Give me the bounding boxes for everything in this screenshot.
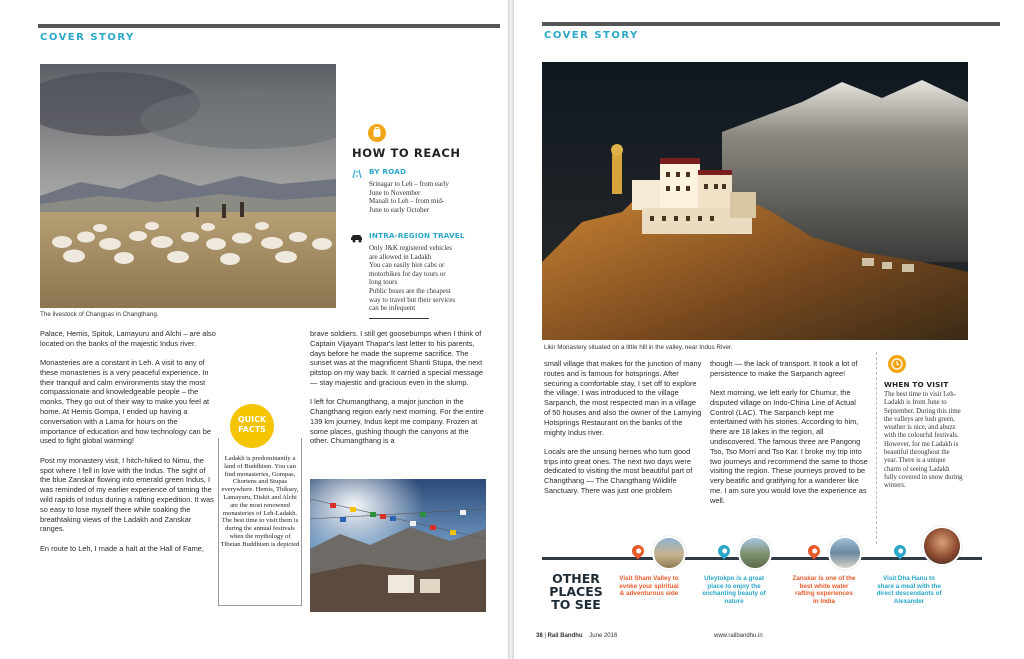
- intra-region-line: can be infequent: [369, 304, 416, 313]
- backpack-icon: [368, 124, 386, 142]
- intra-region-list: [369, 244, 508, 313]
- footer-left: 38 | Rail Bandhu June 2016: [536, 633, 618, 639]
- how-to-reach-icon: [368, 124, 386, 142]
- livestock-photo: [40, 64, 336, 308]
- how-to-reach-divider: [369, 318, 429, 319]
- by-road-line: June to early October: [369, 205, 430, 214]
- paragraph: small village that makes for the junction of many routes and is famous for hotsprings. After securing a comfortable stay, I set off to explore the village. I was introduced to the village Sarpanch, the most respected man in a village of 50 houses and also the owner of the Lamying Hotsprings Restaurant on the banks of the mighty Indus river.: [544, 359, 702, 437]
- top-rule: [38, 24, 500, 28]
- quick-facts-text: Ladakh is predominantly a land of Buddhism. You can find monasteries, Gompas, Chortens and Stupas everywhere. Hemis, Thiksey, Lamayuru, Diskit and Alchi are the most renowned monasteries of Leh-Ladakh. The best time to visit them is during the annual festivals when the mythology of Tibetan Buddhism is depicted: [220, 455, 300, 548]
- zanskar-photo: [828, 536, 862, 570]
- prayer-flags-photo: [310, 479, 486, 612]
- clock-icon: [888, 355, 906, 373]
- article-column-2: [710, 359, 868, 515]
- when-to-visit-badge: [888, 355, 906, 373]
- by-road-list: [369, 180, 508, 214]
- when-to-visit-text: The best time to visit Leh-Ladakh is from June to September. During this time the valleys are lush green, weather is nice, and abuzz with the colourful festivals. However, for me Ladakh is beautiful throughout the year. There is a unique charm of seeing Ladakh fully covered in snow during winters.: [884, 391, 963, 490]
- paragraph: Palace, Hemis, Spituk, Lamayuru and Alchi – are also located on the banks of the majestic Indus river.: [40, 329, 216, 348]
- by-road-line: Manali to Leh – from mid-: [369, 197, 445, 206]
- paragraph: brave soldiers. I still get goosebumps when I think of Captain Vijayant Thapar's last letter to his parents, days before he made the supreme sacrifice. The sunset was at the magnificent Shanti Stupa, the next pitstop on my way back. It carried a special message — stay majestic and gracious even in the slump.: [310, 329, 483, 387]
- other-places-title-line: PLACES: [549, 584, 603, 599]
- intra-region-line: are allowed in Ladakh: [369, 252, 432, 261]
- paragraph: Monasteries are a constant in Leh. A visit to any of these monasteries is a very peaceful experience. In their tranquil and calm environments stay the most compassionate and knowledgeable people – the monks. They go out of their way to make you feel at home. At Hemis Gompa, I ended up having a conversation with a Lama for hours on the importance of education and how technology can be used to fight global warming!: [40, 358, 211, 446]
- quick-facts-badge-line: FACTS: [238, 425, 266, 434]
- article-column-3: [310, 329, 486, 456]
- paragraph: Locals are the unsung heroes who turn good trips into great ones. The next two days were dedicated to visiting the most beautiful part of Changthang — The Changthang Wildlife Sanctuary. There was just one problem: [544, 446, 693, 496]
- road-icon: [352, 166, 362, 176]
- by-road-line: June to November: [369, 188, 421, 197]
- other-places-title-line: OTHER: [552, 571, 600, 586]
- page-number: 38: [536, 633, 543, 639]
- footer-website: www.railbandhu.in: [714, 633, 763, 639]
- paragraph: En route to Leh, I made a halt at the Hall of Fame,: [40, 543, 204, 553]
- intra-region-line: Only J&K registered vehicles: [369, 244, 453, 252]
- dha-hanu-photo: [922, 526, 962, 566]
- section-label: COVER STORY: [544, 30, 639, 41]
- livestock-photo-graphic: [40, 64, 336, 308]
- intra-region-line: You can easily hire cabs or: [369, 261, 445, 270]
- right-page: [514, 0, 1024, 659]
- other-places-title: [546, 572, 606, 611]
- other-places-title-line: TO SEE: [551, 597, 601, 612]
- left-page: [0, 0, 508, 659]
- magazine-name: Rail Bandhu: [547, 633, 583, 639]
- issue-date: June 2016: [589, 633, 618, 639]
- sham-valley-photo: [652, 536, 686, 570]
- intra-region-line: long tours: [369, 278, 398, 287]
- by-road-heading: BY ROAD: [369, 167, 407, 176]
- likir-monastery-photo: [542, 62, 968, 340]
- place-dha-hanu: Visit Dha Hanu to share a meal with the direct descendants of Alexander: [876, 575, 942, 605]
- when-to-visit-heading: WHEN TO VISIT: [884, 380, 949, 389]
- intra-region-line: way to travel but their services: [369, 295, 456, 304]
- place-uleytokpo: Uleytokpo is a great place to enjoy the enchanting beauty of nature: [702, 575, 766, 605]
- section-label: COVER STORY: [40, 32, 135, 43]
- article-column-1: [544, 359, 704, 505]
- likir-monastery-graphic: [542, 62, 968, 340]
- likir-photo-caption: Likir Monastery situated on a little hill in the valley, near Indus River.: [544, 344, 733, 351]
- article-column-1: [40, 329, 216, 563]
- by-road-line: Srinagar to Leh – from early: [369, 180, 449, 188]
- quick-facts-badge-line: QUICK: [237, 415, 267, 424]
- paragraph: Next morning, we left early for Chumur, the disputed village on Indo-China Line of Actual Control (LAC). The Sarpanch kept me entertained with his stories. According to him, there are 18 lakes in the region, all undiscovered. The famous three are Pangong Tso, Tso Morri and Tso Kar. I broke my trip into two journeys and recommend the same to those visiting the region. These journeys proved to be very beatific and gratifying for a wanderer like me. I am sure you would love the experience as well.: [710, 388, 868, 505]
- intra-region-line: motorbikes for day tours or: [369, 269, 446, 278]
- intra-region-line: Public buses are the cheapest: [369, 286, 451, 295]
- livestock-photo-caption: The livestock of Changpas in Changthang.: [40, 311, 159, 318]
- quick-facts-badge: [230, 404, 274, 448]
- uleytokpo-photo: [738, 536, 772, 570]
- intra-region-heading: INTRA-REGION TRAVEL: [369, 231, 465, 240]
- how-to-reach-title: HOW TO REACH: [352, 146, 461, 160]
- car-icon: [350, 230, 364, 240]
- place-sham-valley: Visit Sham Valley to evoke your spiritual & adventurous side: [619, 575, 679, 598]
- place-zanskar: Zanskar is one of the best white water rafting experiences in India: [792, 575, 856, 605]
- prayer-flags-graphic: [310, 479, 486, 612]
- paragraph: Post my monastery visit, I hitch-hiked to Nimu, the spot where I fell in love with the Indus. The sight of the blue Zanskar flowing into emerald green Indus, I was reminded of my earlier experience of taming the wild rapids of Indus during a rafting expedition. It was so easy to lose myself there while soaking the breathtaking views of the Ladakh and Zanskar ranges.: [40, 455, 214, 534]
- top-rule: [542, 22, 1000, 26]
- paragraph: though — the lack of transport. It took a lot of persistence to make the Sarpanch agree!: [710, 359, 858, 378]
- paragraph: I left for Chumangthang, a major junction in the Changthang region early next morning. For the entire 139 km journey, Indus kept me company. Frozen at some places, gushing though the canyons at the other. Chumangthang is a: [310, 397, 484, 446]
